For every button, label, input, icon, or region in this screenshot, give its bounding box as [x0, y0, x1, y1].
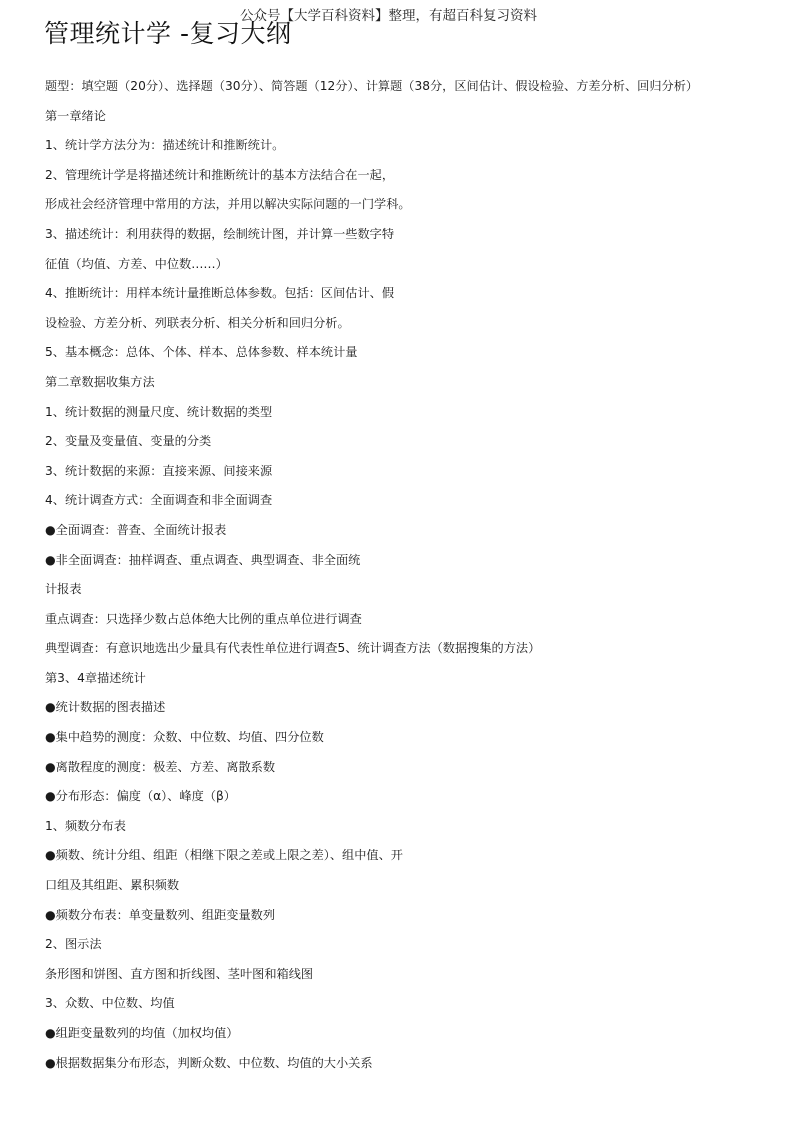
text-line: 计报表 [45, 582, 82, 597]
chapter-3-4-heading: 第3、4章描述统计 [45, 670, 146, 685]
text-line: 2、图示法 [45, 937, 102, 952]
text-line: 2、变量及变量值、变量的分类 [45, 434, 212, 449]
bullet-line: ●全面调查：普查、全面统计报表 [45, 522, 227, 537]
text-line: 3、众数、中位数、均值 [45, 996, 175, 1011]
watermark-text: 公众号【大学百科资料】整理，有超百科复习资料 [240, 8, 537, 24]
text-line: 口组及其组距、累积频数 [45, 878, 180, 893]
chapter-1-heading: 第一章绪论 [45, 108, 106, 123]
text-line: 重点调查：只选择少数占总体绝大比例的重点单位进行调查 [45, 611, 362, 626]
text-line: 2、管理统计学是将描述统计和推断统计的基本方法结合在一起， [45, 167, 395, 182]
text-line: 条形图和饼图、直方图和折线图、茎叶图和箱线图 [45, 966, 314, 981]
bullet-line: ●组距变量数列的均值（加权均值） [45, 1026, 239, 1040]
text-line: 1、频数分布表 [45, 818, 126, 833]
text-line: 1、统计学方法分为：描述统计和推断统计。 [45, 138, 285, 153]
text-line: 3、统计数据的来源：直接来源、间接来源 [45, 463, 273, 478]
document-body [45, 76, 775, 1082]
bullet-line: ●分布形态：偏度（α）、峰度（β） [45, 789, 236, 804]
bullet-line: ●频数分布表：单变量数列、组距变量数列 [45, 907, 276, 922]
text-line: 4、统计调查方式：全面调查和非全面调查 [45, 493, 273, 508]
text-line: 3、描述统计：利用获得的数据，绘制统计图，并计算一些数字特 [45, 226, 395, 241]
bullet-line: ●根据数据集分布形态，判断众数、中位数、均值的大小关系 [45, 1055, 373, 1070]
text-line: 设检验、方差分析、列联表分析、相关分析和回归分析。 [45, 315, 350, 330]
bullet-line: ●非全面调查：抽样调查、重点调查、典型调查、非全面统 [45, 552, 361, 567]
text-line: 5、基本概念：总体、个体、样本、总体参数、样本统计量 [45, 345, 358, 360]
text-line: 形成社会经济管理中常用的方法，并用以解决实际问题的一门学科。 [45, 197, 411, 212]
bullet-line: ●集中趋势的测度：众数、中位数、均值、四分位数 [45, 730, 324, 745]
bullet-line: ●离散程度的测度：极差、方差、离散系数 [45, 759, 276, 774]
text-line: 4、推断统计：用样本统计量推断总体参数。包括：区间估计、假 [45, 286, 395, 301]
text-line: 典型调查：有意识地选出少量具有代表性单位进行调查5、统计调查方法（数据搜集的方法） [45, 641, 541, 656]
bullet-line: ●统计数据的图表描述 [45, 700, 166, 715]
bullet-line: ●频数、统计分组、组距（相继下限之差或上限之差）、组中值、开 [45, 848, 403, 863]
chapter-2-heading: 第二章数据收集方法 [45, 374, 155, 389]
exam-format-line: 题型：填空题（20分）、选择题（30分）、简答题（12分）、计算题（38分，区间估计、假设检验、方差分析、回归分析） [45, 79, 699, 93]
document-title: 管理统计学 -复习大纲 [44, 19, 292, 48]
text-line: 征值（均值、方差、中位数……） [45, 256, 228, 271]
text-line: 1、统计数据的测量尺度、统计数据的类型 [45, 404, 273, 419]
